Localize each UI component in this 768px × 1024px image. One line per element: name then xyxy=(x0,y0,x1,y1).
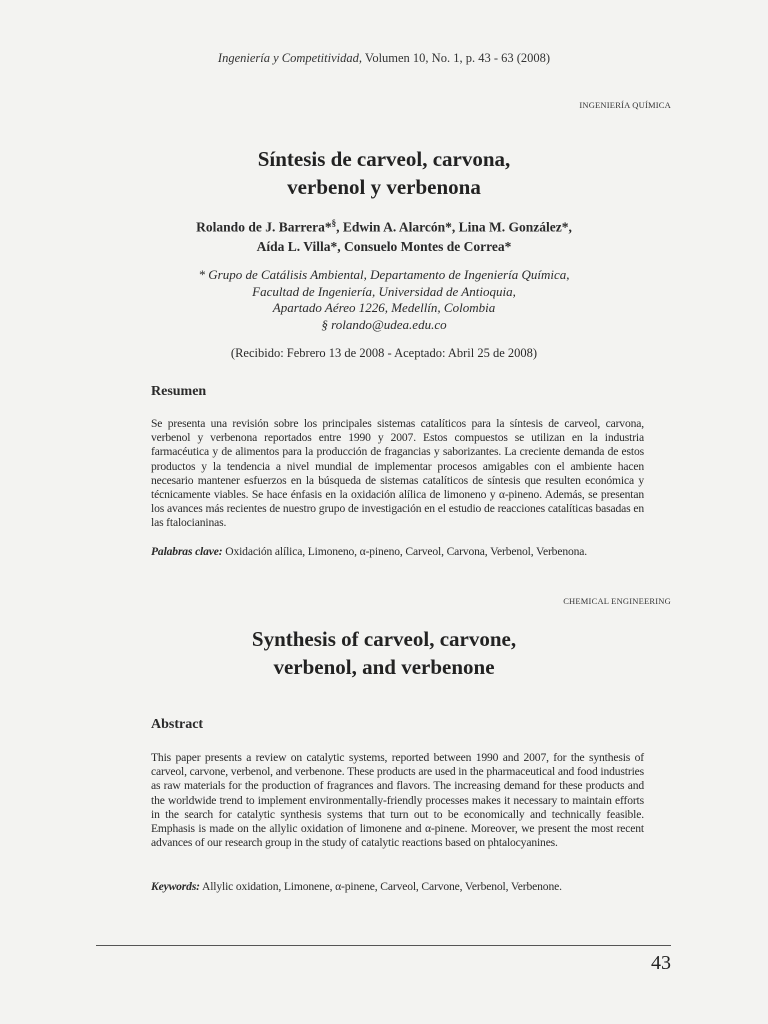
abstract-heading-spanish: Resumen xyxy=(151,384,207,399)
affiliation-email: § rolando@udea.edu.co xyxy=(321,316,447,332)
authors-line-1-end: , Edwin A. Alarcón*, Lina M. González*, xyxy=(336,219,572,235)
abstract-spanish: Se presenta una revisión sobre los principales sistemas catalíticos para la síntesis de carveol, carvona, verbenol y verbenona reportados entre 1990 y 2007. Estos compuestos se utilizan en la industria farmacéutica y de alimentos para la producción de fragancias y saborizantes. La creciente demanda de estos productos y la tendencia a nivel mundial de implementar procesos amigables con el ambiente hacen necesario mantener esfuerzos en la búsqueda de sistemas catalíticos de síntesis que resulten económica y técnicamente viables. Se hace énfasis en la oxidación alílica de limoneno y α-pineno. Además, se presentan los avances más recientes de nuestro grupo de investigación en el estudio de reacciones catalíticas basadas en las ftalocianinas. xyxy=(151,417,644,530)
keywords-spanish xyxy=(151,545,671,558)
title-spanish xyxy=(0,145,768,201)
footer-rule xyxy=(96,945,671,946)
affiliation-line-2: Facultad de Ingeniería, Universidad de Antioquia, xyxy=(252,283,516,299)
title-spanish-line-1: Síntesis de carveol, carvona, xyxy=(257,147,511,171)
authors-line-2: Aída L. Villa*, Consuelo Montes de Correa* xyxy=(256,238,512,254)
title-english-line-2: verbenol, and verbenone xyxy=(273,655,495,679)
affiliation-line-1: * Grupo de Catálisis Ambiental, Departamento de Ingeniería Química, xyxy=(198,267,570,282)
keywords-english xyxy=(151,880,671,893)
keywords-label-english: Keywords: xyxy=(151,880,200,893)
authors-line-1-start: Rolando de J. Barrera* xyxy=(196,219,332,235)
abstract-english: This paper presents a review on catalytic systems, reported between 1990 and 2007, for the synthesis of carveol, carvone, verbenol, and verbenone. These products are used in the pharmaceutical and food industries as raw materials for the production of fragrances and flavors. The increasing demand for these products and the worldwide trend to implement environmentally-friendly processes makes it necessary to maintain efforts in the search for catalytic synthesis systems that turn out to be economically and technically feasible. Emphasis is made on the allylic oxidation of limonene and α-pinene. Moreover, we present the most recent advances of our research group in the study of catalytic reactions based on phtalocyanines. xyxy=(151,751,644,850)
title-english-line-1: Synthesis of carveol, carvone, xyxy=(251,627,517,651)
authors xyxy=(0,214,768,256)
author-mark: § xyxy=(331,218,337,228)
affiliation-line-3: Apartado Aéreo 1226, Medellín, Colombia xyxy=(272,300,496,315)
affiliation xyxy=(0,267,768,333)
title-spanish-line-2: verbenol y verbenona xyxy=(287,175,481,199)
section-tag-english: CHEMICAL ENGINEERING xyxy=(563,596,671,606)
keywords-text-spanish: Oxidación alílica, Limoneno, α-pineno, Carveol, Carvona, Verbenol, Verbenona. xyxy=(222,545,588,558)
title-english xyxy=(0,625,768,681)
journal-citation: Volumen 10, No. 1, p. 43 - 63 (2008) xyxy=(362,51,551,65)
abstract-heading-english: Abstract xyxy=(151,717,204,732)
journal-name: Ingeniería y Competitividad, xyxy=(217,51,362,65)
received-dates: (Recibido: Febrero 13 de 2008 - Aceptado: Abril 25 de 2008) xyxy=(230,346,538,360)
authors-line-1 xyxy=(0,214,768,237)
page-number: 43 xyxy=(651,952,671,974)
journal-header xyxy=(0,51,768,66)
keywords-label-spanish: Palabras clave: xyxy=(151,545,223,558)
keywords-text-english: Allylic oxidation, Limonene, α-pinene, Carveol, Carvone, Verbenol, Verbenone. xyxy=(199,880,562,893)
section-tag-spanish: INGENIERÍA QUÍMICA xyxy=(579,100,671,110)
